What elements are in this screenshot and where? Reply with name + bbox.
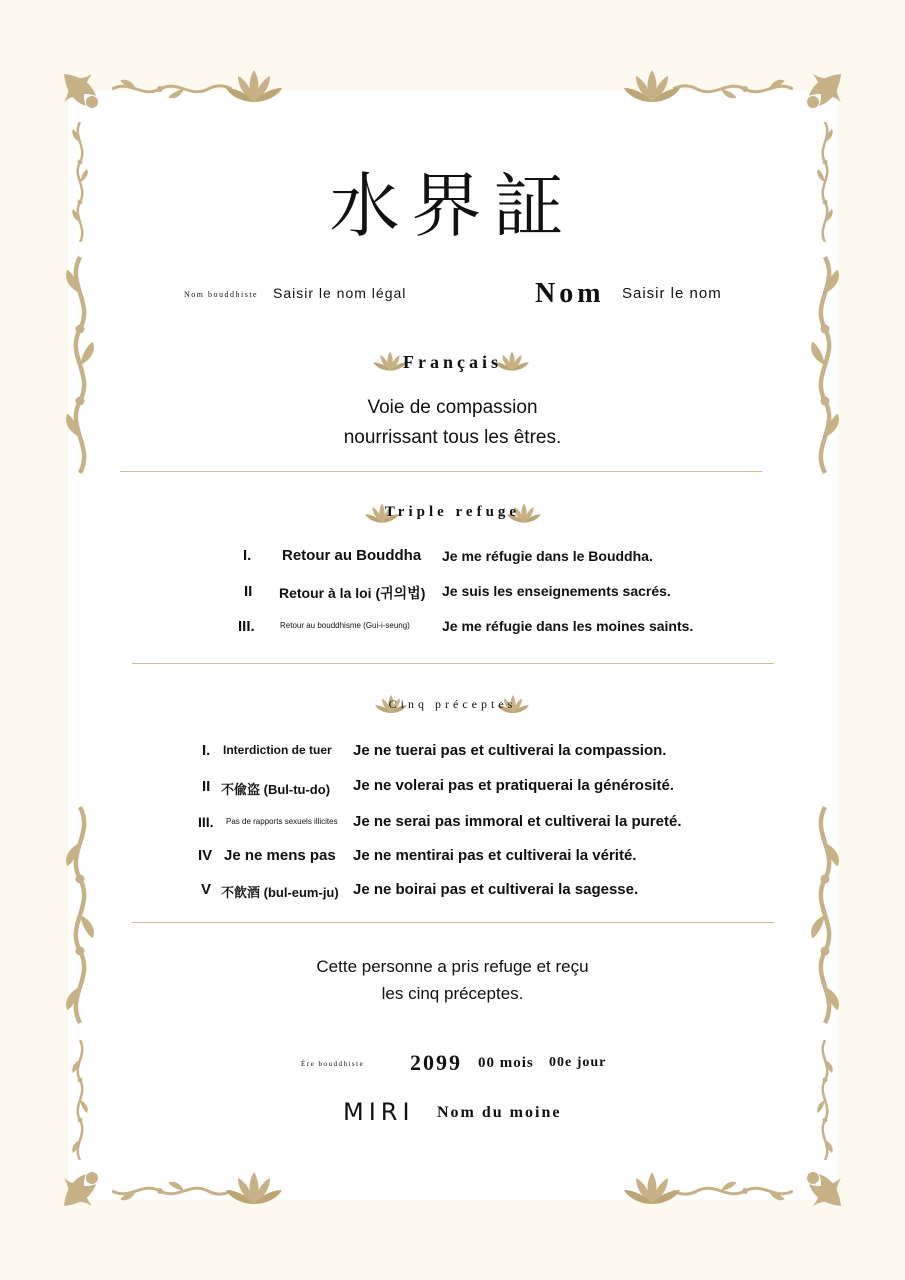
divider	[132, 922, 774, 923]
precept-number: II	[202, 778, 211, 795]
lotus-icon	[622, 66, 682, 106]
month-field[interactable]: 00 mois	[478, 1055, 534, 1071]
refuge-text: Je me réfugie dans le Bouddha.	[442, 548, 653, 564]
certificate-title: 水界証	[329, 165, 576, 247]
precept-text: Je ne boirai pas et cultiverai la sagesse.	[353, 881, 639, 898]
closing-line-2: les cinq préceptes.	[381, 984, 524, 1003]
lotus-icon	[224, 66, 284, 106]
refuge-text: Je me réfugie dans les moines saints.	[442, 618, 694, 634]
refuge-number: III.	[238, 618, 255, 635]
precept-text: Je ne volerai pas et pratiquerai la générosité.	[353, 777, 674, 794]
monk-name-label: Nom du moine	[437, 1104, 562, 1121]
floral-corner-ornament	[62, 1040, 98, 1160]
lotus-icon	[622, 1168, 682, 1208]
precept-label: Interdiction de tuer	[223, 743, 332, 757]
precept-text: Je ne tuerai pas et cultiverai la compassion.	[353, 742, 667, 759]
name-field[interactable]: Saisir le nom	[622, 285, 722, 302]
floral-corner-ornament	[793, 72, 843, 122]
motto-line-2: nourrissant tous les êtres.	[343, 427, 562, 448]
floral-corner-ornament	[112, 1174, 232, 1208]
floral-corner-ornament	[793, 1158, 843, 1208]
precept-label: 不飮酒 (bul-eum-ju)	[221, 885, 339, 900]
day-field[interactable]: 00e jour	[549, 1055, 607, 1070]
floral-corner-ornament	[673, 72, 793, 106]
floral-corner-ornament	[112, 72, 232, 106]
buddhist-name-label: Nom bouddhiste	[184, 290, 259, 299]
floral-corner-ornament	[62, 1158, 112, 1208]
refuge-label: Retour au bouddhisme (Gui-i-seung)	[280, 621, 410, 630]
floral-corner-ornament	[62, 72, 112, 122]
refuge-number: II	[244, 583, 253, 600]
lotus-icon	[224, 1168, 284, 1208]
floral-corner-ornament	[673, 1174, 793, 1208]
divider	[132, 663, 774, 664]
section-heading-precepts: Cinq préceptes	[388, 697, 517, 711]
certificate-sheet	[68, 90, 838, 1200]
section-heading-refuge: Triple refuge	[384, 504, 521, 520]
refuge-label: Retour à la loi (귀의법)	[279, 585, 426, 601]
precept-label: 不偸盗 (Bul-tu-do)	[221, 782, 331, 797]
refuge-text: Je suis les enseignements sacrés.	[442, 583, 671, 599]
precept-number: III.	[198, 814, 214, 830]
year-field[interactable]: 2099	[410, 1050, 462, 1075]
era-label: Ère bouddhiste	[301, 1060, 365, 1068]
refuge-label: Retour au Bouddha	[282, 547, 422, 564]
legal-name-field[interactable]: Saisir le nom légal	[273, 285, 407, 301]
divider	[120, 471, 762, 472]
monk-name: MIRI	[343, 1098, 415, 1126]
precept-label: Pas de rapports sexuels illicites	[226, 817, 338, 826]
precept-number: V	[201, 881, 212, 898]
refuge-number: I.	[243, 547, 252, 564]
motto-line-1: Voie de compassion	[367, 397, 538, 418]
precept-text: Je ne serai pas immoral et cultiverai la pureté.	[353, 813, 682, 830]
precept-text: Je ne mentirai pas et cultiverai la vérité.	[353, 847, 637, 864]
name-label: Nom	[535, 278, 605, 309]
precept-label: Je ne mens pas	[224, 847, 336, 864]
closing-line-1: Cette personne a pris refuge et reçu	[316, 957, 589, 976]
precept-number: IV	[198, 847, 213, 864]
precept-number: I.	[202, 742, 211, 759]
section-heading-language: Français	[403, 352, 502, 372]
floral-corner-ornament	[807, 1040, 843, 1160]
